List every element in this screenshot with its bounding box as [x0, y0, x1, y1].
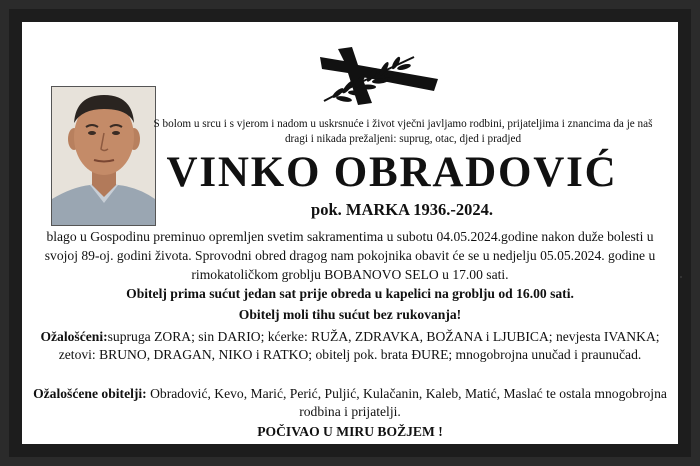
mourners-label: Ožalošćeni:: [40, 329, 108, 344]
intro-text: S bolom u srcu i s vjerom i nadom u uskrsnuće i život vječni javljamo rodbini, prijateljima i znancima da je naš dragi i nikada prežaljeni: suprug, otac, djed i pradjed: [153, 118, 653, 145]
cross-with-palm-branch-icon: [318, 43, 446, 105]
deceased-name: VINKO OBRADOVIĆ: [166, 149, 618, 196]
death-and-funeral-details: blago u Gospodinu preminuo opremljen svetim sakramentima u subotu 04.05.2024.godine nakon duže bolesti u svojoj 89-oj. godini života. Sprovodni obred dragog nam pokojnika obavit će se u nedjelju 05.05.2024. godine u rimokatoličkom groblju BOBANOVO SELO u 17.00 sati.: [44, 229, 656, 282]
father-and-years: pok. MARKA 1936.-2024.: [311, 200, 493, 219]
condolence-request: Obitelj moli tihu sućut bez rukovanja!: [238, 307, 462, 322]
condolence-time: Obitelj prima sućut jedan sat prije obreda u kapelici na groblju od 16.00 sati.: [126, 286, 574, 301]
notice-frame: [9, 9, 691, 457]
families-label: Ožalošćene obitelji:: [33, 386, 147, 401]
stray-mark: [680, 276, 682, 278]
families-text: Obradović, Kevo, Marić, Perić, Puljić, Kulačanin, Kaleb, Matić, Maslać te ostala mnogobrojna rodbina i prijatelji.: [146, 386, 667, 419]
mourners-text: supruga ZORA; sin DARIO; kćerke: RUŽA, ZDRAVKA, BOŽANA i LJUBICA; nevjesta IVANKA; zetovi: BRUNO, DRAGAN, NIKO i RATKO; obitelj pok. brata ĐURE; mnogobrojna unučad i praunučad.: [58, 329, 660, 362]
mourning-families: [30, 385, 670, 421]
closing-prayer: POČIVAO U MIRU BOŽJEM !: [257, 424, 443, 439]
obituary-notice: [22, 22, 678, 444]
mourners-list: [30, 328, 670, 364]
